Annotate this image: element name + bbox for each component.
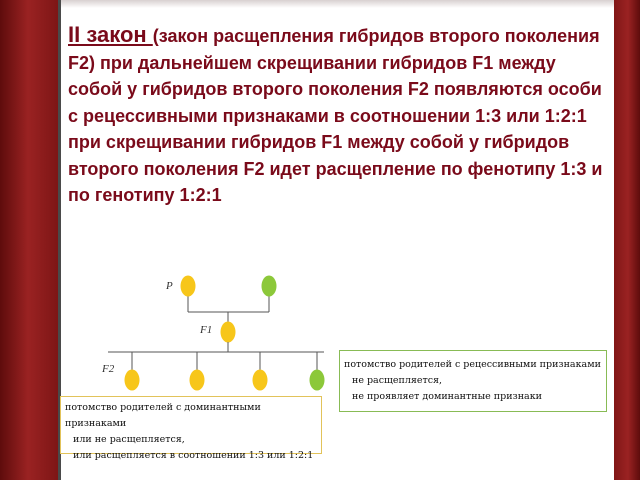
f2-recessive-organism (310, 370, 325, 391)
dominant-note-line-2: или не расщепляется, (73, 434, 185, 445)
parent-recessive-organism (262, 276, 277, 297)
slide-frame-right (610, 0, 640, 480)
dominant-note-line-3: или расщепляется в соотношении 1:3 или 1:2:1 (73, 450, 314, 461)
law-title: II закон (68, 22, 153, 47)
label-p: P (166, 280, 173, 292)
parent-dominant-organism (181, 276, 196, 297)
dominant-note-line-1: потомство родителей с доминантными признаками (65, 402, 261, 429)
recessive-note-line-1: потомство родителей с рецессивными признаками (344, 359, 601, 370)
recessive-offspring-note (339, 350, 607, 412)
recessive-note-line-2: не расщепляется, (352, 375, 443, 386)
label-f1: F1 (200, 324, 213, 336)
label-f2: F2 (102, 363, 115, 375)
slide-top-shadow (58, 0, 614, 8)
recessive-note-line-3: не проявляет доминантные признаки (352, 391, 542, 402)
slide-title-text (68, 22, 608, 270)
f2-dominant-organism-3 (253, 370, 268, 391)
f1-hybrid-organism (221, 322, 236, 343)
law-description: (закон расщепления гибридов второго поколения F2) при дальнейшем скрещивании гибридов F1 между собой у гибридов второго поколения F2 появляются особи с рецессивными признаками в соотношении 1:3 или 1:2:1 при скрещивании гибридов F1 между собой у гибридов второго поколения F2 идет расщепление по фенотипу 1:3 и по генотипу 1:2:1 (68, 26, 603, 205)
dominant-offspring-note (60, 396, 322, 461)
f2-dominant-organism-2 (190, 370, 205, 391)
slide-frame-left (0, 0, 62, 480)
f2-dominant-organism-1 (125, 370, 140, 391)
